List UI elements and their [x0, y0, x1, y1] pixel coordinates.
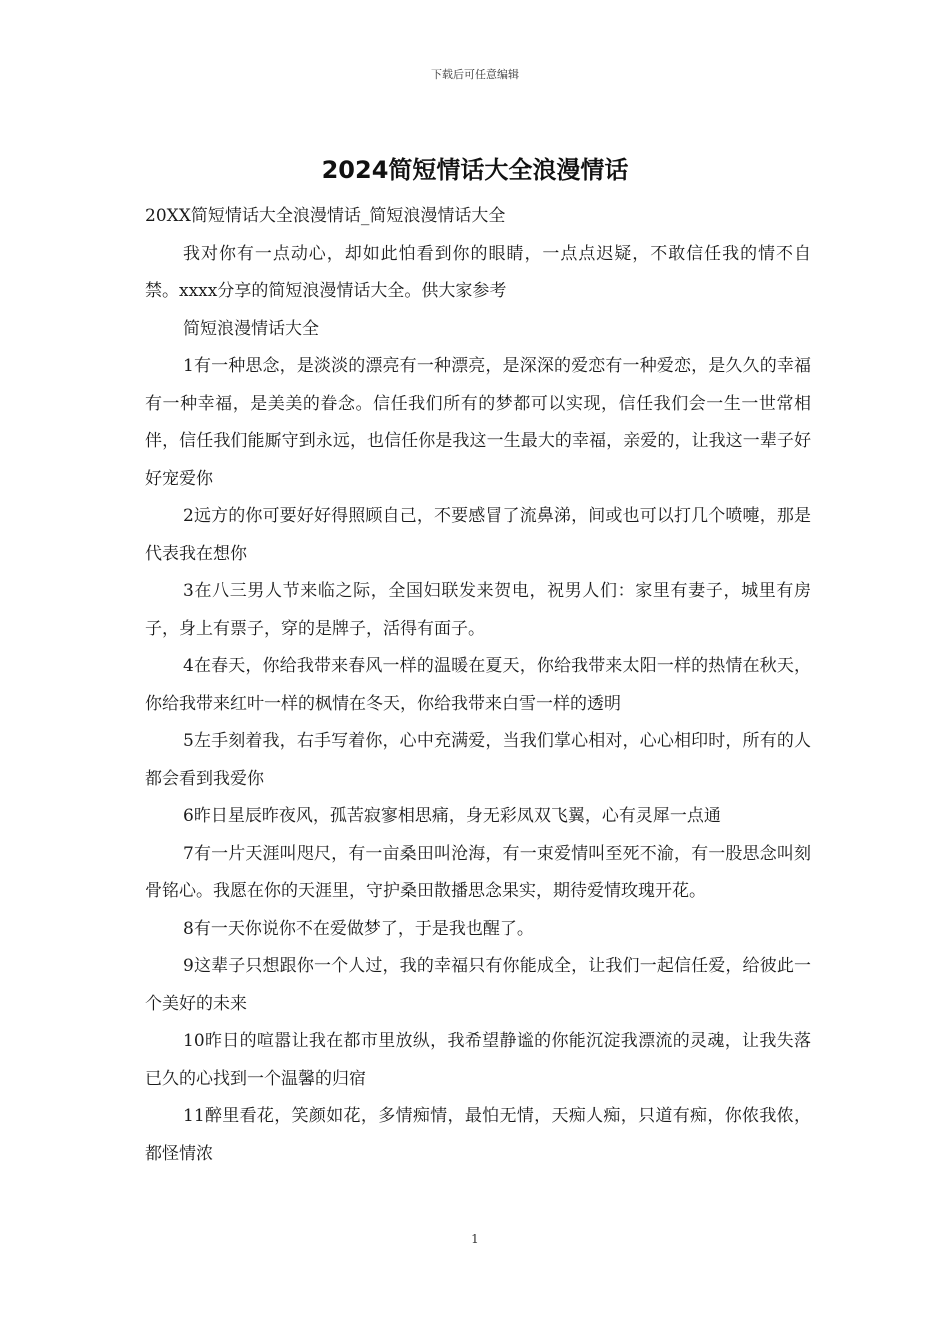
- quote-paragraph-4: 4在春天，你给我带来春风一样的温暖在夏天，你给我带来太阳一样的热情在秋天，你给我带来红叶一样的枫情在冬天，你给我带来白雪一样的透明: [145, 656, 811, 714]
- intro-paragraph: 我对你有一点动心，却如此怕看到你的眼睛，一点点迟疑，不敢信任我的情不自禁。xxxx分享的简短浪漫情话大全。供大家参考: [145, 243, 811, 301]
- quote-paragraph-10: 10昨日的喧嚣让我在都市里放纵，我希望静谧的你能沉淀我漂流的灵魂，让我失落已久的心找到一个温馨的归宿: [145, 1031, 811, 1089]
- quote-paragraph-8: 8有一天你说你不在爱做梦了，于是我也醒了。: [183, 918, 534, 939]
- document-body: [145, 198, 811, 1173]
- section-heading: 简短浪漫情话大全: [183, 318, 319, 339]
- quote-paragraph-7: 7有一片天涯叫咫尺，有一亩桑田叫沧海，有一束爱情叫至死不渝，有一股思念叫刻骨铭心。我愿在你的天涯里，守护桑田散播思念果实，期待爱情玫瑰开花。: [145, 843, 811, 901]
- quote-paragraph-3: 3在八三男人节来临之际，全国妇联发来贺电，祝男人们：家里有妻子，城里有房子，身上有票子，穿的是牌子，活得有面子。: [145, 581, 811, 639]
- quote-paragraph-11: 11醉里看花，笑颜如花，多情痴情，最怕无情，天痴人痴，只道有痴，你侬我侬，都怪情浓: [145, 1106, 811, 1164]
- quote-paragraph-9: 9这辈子只想跟你一个人过，我的幸福只有你能成全，让我们一起信任爱，给彼此一个美好的未来: [145, 956, 811, 1014]
- quote-paragraph-5: 5左手刻着我，右手写着你，心中充满爱，当我们掌心相对，心心相印时，所有的人都会看到我爱你: [145, 731, 811, 789]
- quote-paragraph-2: 2远方的你可要好好得照顾自己，不要感冒了流鼻涕，间或也可以打几个喷嚏，那是代表我在想你: [145, 506, 811, 564]
- page-header-note: 下载后可任意编辑: [431, 68, 519, 81]
- quote-paragraph-6: 6昨日星辰昨夜风，孤苦寂寥相思痛，身无彩凤双飞翼，心有灵犀一点通: [183, 806, 721, 826]
- document-title: 2024简短情话大全浪漫情话: [321, 156, 629, 184]
- page-number: 1: [471, 1232, 479, 1246]
- subtitle-line: 20XX简短情话大全浪漫情话_简短浪漫情话大全: [145, 206, 506, 226]
- quote-paragraph-1: 1有一种思念，是淡淡的漂亮有一种漂亮，是深深的爱恋有一种爱恋，是久久的幸福有一种幸福，是美美的眷念。信任我们所有的梦都可以实现，信任我们会一生一世常相伴，信任我们能厮守到永远，也信任你是我这一生最大的幸福，亲爱的，让我这一辈子好好宠爱你: [145, 356, 811, 489]
